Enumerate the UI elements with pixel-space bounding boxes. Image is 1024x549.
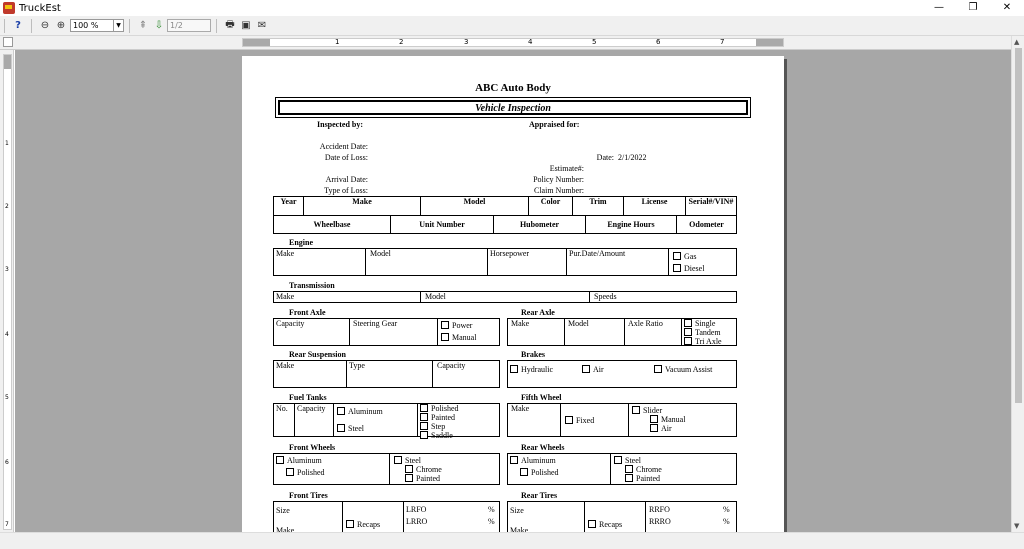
vehicle-cell [274,216,391,233]
vehicle-row-1 [274,197,736,215]
ruler-mark: 7 [720,38,725,46]
hubometer-header: Hubometer [519,220,560,229]
window-title: TruckEst [19,2,61,14]
rear-tires-cell [508,502,585,532]
rw-steel-checkbox[interactable] [614,456,622,464]
print-icon[interactable]: 🖶 [225,19,235,30]
engine-cell [567,249,669,275]
lrfo-percent: % [488,505,495,514]
scrollbar-thumb[interactable] [1015,48,1022,403]
transmission-make-label: Make [276,292,295,301]
scroll-down-icon[interactable]: ▼ [1014,522,1020,530]
fuel-cell [295,404,334,436]
engine-hours-header: Engine Hours [607,220,655,229]
fw-chrome-label: Chrome [416,465,442,474]
vacuum-assist-option[interactable] [654,365,712,374]
wheelbase-header: Wheelbase [313,220,351,229]
toolbar [0,16,1024,36]
slider-air-option[interactable] [632,424,685,433]
rear-wheels-cell [508,454,611,484]
company-name: ABC Auto Body [475,82,551,94]
ruler-right-margin [756,39,784,47]
tandem-option[interactable] [684,328,722,337]
report-heading-box [275,97,751,118]
horsepower-label: Horsepower [490,249,530,258]
manual-option[interactable] [441,333,476,342]
page-number-field[interactable] [167,19,211,32]
save-icon[interactable]: ▣ [241,20,251,31]
suspension-cell [347,361,433,387]
inspected-by-label: Inspected by: [317,120,364,129]
engine-cell [274,249,366,275]
fw-steel-options [394,456,442,483]
saddle-option[interactable] [420,431,459,440]
trim-header: Trim [589,197,607,206]
front-wheels-title: Front Wheels [289,443,336,452]
single-checkbox[interactable] [684,319,692,327]
rrro-percent: % [723,517,730,526]
zoom-value: 100 % [73,21,99,30]
policy-number-label: Policy Number: [533,175,584,184]
axle-ratio-label: Axle Ratio [628,319,663,328]
vin-header: Serial#/VIN# [688,197,734,206]
rear-axle-cell [565,319,625,345]
engine-table [273,248,737,276]
ruler-mark: 3 [5,266,9,273]
front-tires-table [273,501,500,532]
front-axle-cell [350,319,438,345]
vertical-ruler-track [3,54,12,530]
tri-axle-option[interactable] [684,337,722,346]
rw-painted-checkbox[interactable] [625,474,633,482]
transmission-cell [594,292,617,301]
hydraulic-checkbox[interactable] [510,365,518,373]
fw-chrome-checkbox[interactable] [405,465,413,473]
fifth-wheel-make-label: Make [511,404,530,413]
vehicle-cell [586,216,677,233]
slider-manual-label: Manual [661,415,686,424]
ruler-top-margin [4,55,11,69]
rw-chrome-label: Chrome [636,465,662,474]
vacuum-assist-label: Vacuum Assist [665,365,713,374]
power-checkbox[interactable] [441,321,449,329]
ruler-mark: 4 [528,38,533,46]
fuel-steel-label: Steel [348,424,364,433]
fw-painted-option[interactable] [394,474,442,483]
suspension-type-label: Type [349,361,365,370]
ft-recaps-option[interactable] [346,520,380,529]
date-of-loss-label: Date of Loss: [324,153,368,162]
ruler-corner [3,37,13,47]
air-brake-option[interactable] [582,365,604,374]
painted-label: Painted [431,413,455,422]
rt-recaps-label: Recaps [599,520,623,529]
fuel-number-label: No. [276,404,288,413]
rt-make-label: Make [510,526,529,532]
front-axle-capacity-label: Capacity [276,319,305,328]
rrfo-percent: % [723,505,730,514]
year-header: Year [280,197,297,206]
zoom-select[interactable] [70,19,124,32]
rear-wheels-table [507,453,737,485]
single-option[interactable] [684,319,722,328]
fuel-aluminum-checkbox[interactable] [337,407,345,415]
ruler-mark: 7 [5,521,9,528]
fuel-aluminum-label: Aluminum [348,407,383,416]
restore-button[interactable]: ❐ [968,2,978,13]
engine-cell [366,249,488,275]
vehicle-cell [421,197,529,215]
vehicle-cell [677,216,736,233]
transmission-cell [421,292,590,302]
gas-label: Gas [684,252,697,261]
polished-option[interactable] [420,404,459,413]
rear-tires-table [507,501,737,532]
purchase-date-label: Pur.Date/Amount [569,249,626,258]
chevron-down-icon[interactable]: ▼ [113,20,123,31]
fw-painted-label: Painted [416,474,440,483]
fuel-steel-option[interactable] [337,424,364,433]
fuel-steel-checkbox[interactable] [337,424,345,432]
zoom-out-icon[interactable]: ⊖ [40,20,50,31]
close-button[interactable]: ✕ [1002,2,1012,13]
transmission-model-label: Model [425,292,446,301]
rw-polished-checkbox[interactable] [520,468,528,476]
gas-option[interactable] [673,252,696,261]
vehicle-cell [304,197,421,215]
step-checkbox[interactable] [420,422,428,430]
fuel-finish-options [420,404,459,440]
vehicle-cell [274,197,304,215]
painted-checkbox[interactable] [420,413,428,421]
fw-painted-checkbox[interactable] [405,474,413,482]
preview-canvas[interactable] [15,50,1011,532]
suspension-cell [437,361,465,370]
rw-polished-label: Polished [531,468,559,477]
vehicle-cell [391,216,494,233]
toolbar-separator [129,19,130,33]
ruler-mark: 2 [5,203,9,210]
type-of-loss-label: Type of Loss: [324,186,368,195]
rear-axle-cell [508,319,565,345]
air-brake-checkbox[interactable] [582,365,590,373]
rw-polished-option[interactable] [520,468,559,477]
step-option[interactable] [420,422,459,431]
suspension-make-label: Make [276,361,295,370]
color-header: Color [540,197,561,206]
rw-painted-label: Painted [636,474,660,483]
rt-recaps-checkbox[interactable] [588,520,596,528]
rw-aluminum-option[interactable] [510,456,556,465]
diesel-checkbox[interactable] [673,264,681,272]
slider-air-label: Air [661,424,672,433]
power-option[interactable] [441,321,472,330]
rw-steel-option[interactable] [614,456,662,465]
power-label: Power [452,321,473,330]
slider-air-checkbox[interactable] [650,424,658,432]
vehicle-cell [624,197,686,215]
fuel-tanks-table [273,403,500,440]
rear-axle-title: Rear Axle [521,308,555,317]
ruler-mark: 4 [5,331,9,338]
fw-polished-label: Polished [297,468,325,477]
claim-number-label: Claim Number: [534,186,584,195]
fifth-wheel-cell [561,404,629,436]
odometer-header: Odometer [689,220,724,229]
rw-aluminum-checkbox[interactable] [510,456,518,464]
make-header: Make [352,197,372,206]
saddle-label: Saddle [431,431,453,440]
fw-steel-option[interactable] [394,456,442,465]
gas-checkbox[interactable] [673,252,681,260]
lrfo-label: LRFO [406,505,427,514]
slider-checkbox[interactable] [632,406,640,414]
transmission-table [273,291,737,303]
model-header: Model [463,197,486,206]
ruler-left-margin [243,39,270,47]
fixed-option[interactable] [565,416,594,425]
front-wheels-table [273,453,500,485]
painted-option[interactable] [420,413,459,422]
toolbar-separator [4,19,5,33]
next-page-icon[interactable]: ⇩ [154,20,164,31]
engine-model-label: Model [370,249,391,258]
estimate-label: Estimate#: [549,164,584,173]
rear-axle-table [507,318,737,346]
ruler-mark: 1 [5,140,9,147]
rw-chrome-option[interactable] [614,465,662,474]
brakes-table [507,360,737,388]
rw-chrome-checkbox[interactable] [625,465,633,473]
ft-recaps-label: Recaps [357,520,381,529]
fw-steel-checkbox[interactable] [394,456,402,464]
ruler-mark: 1 [335,38,340,46]
ruler-mark: 6 [5,459,9,466]
ft-recaps-checkbox[interactable] [346,520,354,528]
slider-option[interactable] [632,406,685,415]
arrival-date-label: Arrival Date: [325,175,368,184]
transmission-title: Transmission [289,281,335,290]
front-tires-title: Front Tires [289,491,328,500]
diesel-option[interactable] [673,264,704,273]
unit-number-header: Unit Number [419,220,465,229]
date-label: Date: [596,153,614,162]
hydraulic-option[interactable] [510,365,553,374]
fw-aluminum-label: Aluminum [287,456,322,465]
first-page-icon[interactable]: ⇞ [138,20,148,31]
rear-suspension-table [273,360,500,388]
speeds-label: Speeds [594,292,617,301]
ruler-mark: 2 [399,38,404,46]
vehicle-row-2 [274,216,736,233]
suspension-capacity-label: Capacity [437,361,466,370]
front-tires-cell [343,502,404,532]
air-brake-label: Air [593,365,604,374]
tandem-label: Tandem [695,328,721,337]
fw-chrome-option[interactable] [394,465,442,474]
rear-tires-cell [585,502,646,532]
toolbar-separator [216,19,217,33]
rear-tires-title: Rear Tires [521,491,558,500]
single-label: Single [695,319,716,328]
help-icon[interactable]: ? [15,20,21,31]
rw-aluminum-label: Aluminum [521,456,556,465]
email-icon[interactable]: ✉ [257,20,267,31]
rt-size-label: Size [510,506,524,515]
axle-type-options [684,319,722,346]
title-bar [0,0,1024,16]
vehicle-cell [494,216,586,233]
rt-recaps-option[interactable] [588,520,622,529]
page-number-value: 1/2 [170,21,183,30]
vertical-ruler [0,50,14,532]
engine-make-label: Make [276,249,295,258]
ruler-mark: 6 [656,38,661,46]
rrfo-label: RRFO [649,505,670,514]
diesel-label: Diesel [684,264,705,273]
fw-polished-checkbox[interactable] [286,468,294,476]
rear-axle-cell [625,319,682,345]
fuel-cell [334,404,418,436]
ft-make-label: Make [276,526,295,532]
front-axle-cell [274,319,350,345]
brakes-title: Brakes [521,350,545,359]
vacuum-assist-checkbox[interactable] [654,365,662,373]
front-tires-cell [274,502,343,532]
step-label: Step [431,422,446,431]
manual-checkbox[interactable] [441,333,449,341]
vehicle-cell [686,197,736,215]
fifth-wheel-table [507,403,737,437]
manual-label: Manual [452,333,477,342]
horizontal-ruler [242,38,784,47]
vehicle-cell [573,197,624,215]
rrro-label: RRRO [649,517,671,526]
fuel-capacity-label: Capacity [297,404,326,413]
fuel-tanks-title: Fuel Tanks [289,393,327,402]
rw-painted-option[interactable] [614,474,662,483]
front-wheels-cell [274,454,390,484]
horizontal-scrollbar[interactable] [0,532,1024,549]
engine-title: Engine [289,238,314,247]
slider-label: Slider [643,406,663,415]
ruler-mark: 5 [5,394,9,401]
ruler-mark: 5 [592,38,597,46]
slider-options [632,406,685,433]
hydraulic-label: Hydraulic [521,365,553,374]
rear-suspension-title: Rear Suspension [289,350,346,359]
fixed-label: Fixed [576,416,595,425]
truck-app-icon [3,2,15,14]
vehicle-info-table [273,196,737,234]
fuel-aluminum-option[interactable] [337,407,383,416]
scroll-up-icon[interactable]: ▲ [1014,38,1020,46]
zoom-in-icon[interactable]: ⊕ [56,20,66,31]
report-page [242,56,784,532]
fw-aluminum-checkbox[interactable] [276,456,284,464]
fw-steel-label: Steel [405,456,421,465]
inspection-document [242,56,784,532]
date-value: 2/1/2022 [618,153,647,162]
minimize-button[interactable]: — [934,2,944,13]
front-axle-table [273,318,500,346]
polished-checkbox[interactable] [420,404,428,412]
polished-label: Polished [431,404,459,413]
rear-axle-model-label: Model [568,319,589,328]
saddle-checkbox[interactable] [420,431,428,439]
ft-size-label: Size [276,506,290,515]
tri-axle-checkbox[interactable] [684,337,692,345]
vehicle-cell [529,197,573,215]
steering-gear-label: Steering Gear [353,319,398,328]
tandem-checkbox[interactable] [684,328,692,336]
window-controls [922,0,1024,16]
engine-cell [488,249,567,275]
rw-steel-options [614,456,662,483]
horizontal-ruler-bar [0,36,1024,50]
rear-wheels-title: Rear Wheels [521,443,565,452]
license-header: License [641,197,668,206]
rear-axle-make-label: Make [511,319,530,328]
toolbar-separator [31,19,32,33]
accident-date-label: Accident Date: [319,142,368,151]
tri-axle-label: Tri Axle [695,337,722,346]
fw-aluminum-option[interactable] [276,456,322,465]
fifth-wheel-title: Fifth Wheel [521,393,562,402]
fuel-cell [274,404,295,436]
transmission-cell [274,292,421,302]
appraised-for-label: Appraised for: [529,120,580,129]
ruler-mark: 3 [464,38,469,46]
report-heading: Vehicle Inspection [278,100,748,115]
vertical-scrollbar[interactable] [1011,36,1024,532]
fifth-wheel-cell [508,404,561,436]
front-axle-title: Front Axle [289,308,326,317]
rw-steel-label: Steel [625,456,641,465]
slider-manual-option[interactable] [632,415,685,424]
lrro-percent: % [488,517,495,526]
fw-polished-option[interactable] [286,468,325,477]
suspension-cell [274,361,347,387]
fixed-checkbox[interactable] [565,416,573,424]
slider-manual-checkbox[interactable] [650,415,658,423]
lrro-label: LRRO [406,517,428,526]
